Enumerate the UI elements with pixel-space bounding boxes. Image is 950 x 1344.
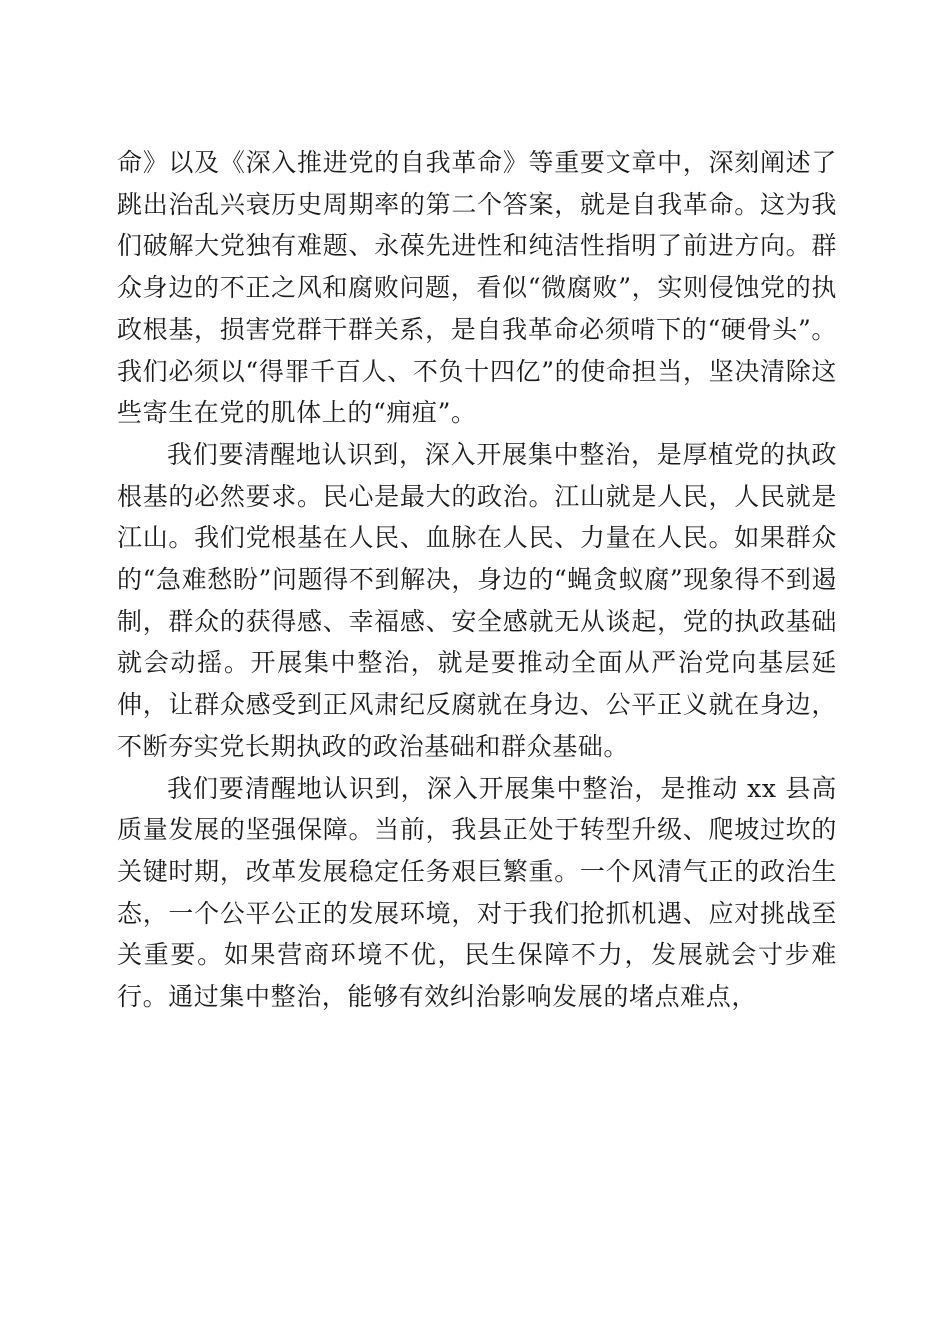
paragraph-county-development: 我们要清醒地认识到，深入开展集中整治，是推动 xx 县高质量发展的坚强保障。当前，我县正处于转型升级、爬坡过坎的关键时期，改革发展稳定任务艰巨繁重。一个风清气正的政治生态，一个公平公正的发展环境，对于我们抢抓机遇、应对挑战至关重要。如果营商环境不优，民生保障不力，发展就会寸步难行。通过集中整治，能够有效纠治影响发展的堵点难点，	[117, 773, 837, 1012]
paragraph-continuation: 命》以及《深入推进党的自我革命》等重要文章中，深刻阐述了跳出治乱兴衰历史周期率的第二个答案，就是自我革命。这为我们破解大党独有难题、永葆先进性和纯洁性指明了前进方向。群众身边的不正之风和腐败问题，看似“微腐败”，实则侵蚀党的执政根基，损害党群干群关系，是自我革命必须啃下的“硬骨头”。我们必须以“得罪千百人、不负十四亿”的使命担当，坚决清除这些寄生在党的肌体上的“痈疽”。	[117, 148, 837, 428]
paragraph-party-foundation: 我们要清醒地认识到，深入开展集中整治，是厚植党的执政根基的必然要求。民心是最大的政治。江山就是人民，人民就是江山。我们党根基在人民、血脉在人民、力量在人民。如果群众的“急难愁盼”问题得不到解决，身边的“蝇贪蚁腐”现象得不到遏制，群众的获得感、幸福感、安全感就无从谈起，党的执政基础就会动摇。开展集中整治，就是要推动全面从严治党向基层延伸，让群众感受到正风肃纪反腐就在身边、公平正义就在身边，不断夯实党长期执政的政治基础和群众基础。	[117, 439, 837, 761]
document-body	[117, 142, 837, 1018]
